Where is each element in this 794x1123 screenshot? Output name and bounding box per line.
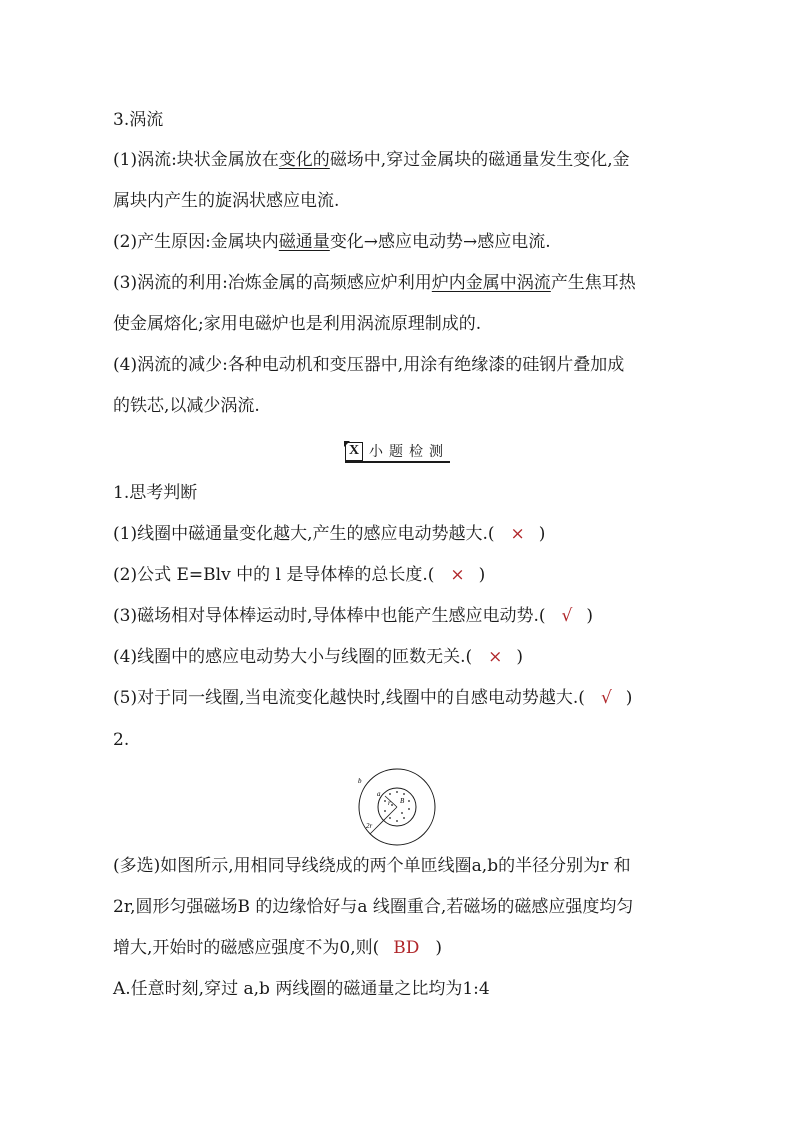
item-text: (3)磁场相对导体棒运动时,导体棒中也能产生感应电动势.( (113, 606, 546, 626)
underlined-term: 炉内金属中涡流 (431, 273, 551, 293)
underlined-term: 磁通量 (278, 232, 330, 252)
item-text: (4)线圈中的感应电动势大小与线圈的匝数无关.( (113, 647, 473, 667)
label-r: r (388, 799, 391, 807)
coil-figure (352, 766, 442, 848)
answer-mark: √ (600, 688, 612, 708)
item-text: (1)线圈中磁通量变化越大,产生的感应电动势越大.( (113, 524, 495, 544)
item-text: (5)对于同一线圈,当电流变化越快时,线圈中的自感电动势越大.( (113, 688, 585, 708)
question-1-title: 1.思考判断 (113, 483, 198, 503)
paragraph-2 (113, 230, 551, 254)
label-a: a (377, 790, 381, 798)
label-b: b (358, 777, 362, 785)
answer-mark: √ (561, 606, 573, 626)
paragraph-3-line-2: 使金属熔化;家用电磁炉也是利用涡流原理制成的. (113, 314, 482, 334)
banner-underline (345, 461, 450, 463)
question-2-stem-line-1: (多选)如图所示,用相同导线绕成的两个单匝线圈a,b的半径分别为r 和 (113, 856, 631, 876)
close-paren: ) (435, 938, 443, 958)
close-paren: ) (586, 606, 594, 626)
paragraph-1-line-1 (113, 148, 630, 172)
paragraph-3-line-1 (113, 271, 636, 295)
question-2-number: 2. (113, 730, 130, 750)
item-text: (2)公式 E=Blv 中的 l 是导体棒的总长度.( (113, 565, 435, 585)
question-2-stem-line-3 (113, 936, 442, 960)
paragraph-4-line-1: (4)涡流的减少:各种电动机和变压器中,用涂有绝缘漆的硅钢片叠加成 (113, 355, 625, 375)
underlined-term: 变化的 (278, 150, 330, 170)
answer-mark: × (510, 524, 525, 544)
answer-choice: BD (393, 938, 420, 958)
answer-mark: × (450, 565, 465, 585)
answer-mark: × (488, 647, 503, 667)
close-paren: ) (478, 565, 486, 585)
paragraph-4-line-2: 的铁芯,以减少涡流. (113, 396, 260, 416)
text: 产生焦耳热 (550, 273, 636, 293)
paragraph-1-line-2: 属块内产生的旋涡状感应电流. (113, 191, 340, 211)
text: (3)涡流的利用:冶炼金属的高频感应炉利用 (113, 273, 432, 293)
radius-r-line (385, 796, 397, 807)
text: (2)产生原因:金属块内 (113, 232, 279, 252)
quiz-banner (345, 440, 449, 462)
section-title: 3.涡流 (113, 110, 164, 130)
option-a: A.任意时刻,穿过 a,b 两线圈的磁通量之比均为1:4 (113, 979, 490, 999)
banner-x-icon (345, 442, 363, 461)
text: 磁场中,穿过金属块的磁通量发生变化,金 (329, 150, 630, 170)
judgement-item-4 (113, 645, 523, 669)
judgement-item-1 (113, 522, 545, 546)
close-paren: ) (538, 524, 546, 544)
text: (1)涡流:块状金属放在 (113, 150, 279, 170)
text: 变化→感应电动势→感应电流. (329, 232, 551, 252)
label-field-B: B (400, 797, 405, 805)
judgement-item-2 (113, 563, 485, 587)
banner-letter: X (348, 443, 360, 458)
judgement-item-3 (113, 604, 593, 628)
question-2-stem-line-2: 2r,圆形匀强磁场B 的边缘恰好与a 线圈重合,若磁场的磁感应强度均匀 (113, 897, 634, 917)
close-paren: ) (625, 688, 633, 708)
banner-title: 小题检测 (369, 444, 449, 460)
stem-text: 增大,开始时的磁感应强度不为0,则( (113, 938, 380, 958)
judgement-item-5 (113, 686, 632, 710)
label-2r: 2r (366, 822, 373, 830)
radius-2r-line (370, 807, 397, 834)
close-paren: ) (516, 647, 524, 667)
